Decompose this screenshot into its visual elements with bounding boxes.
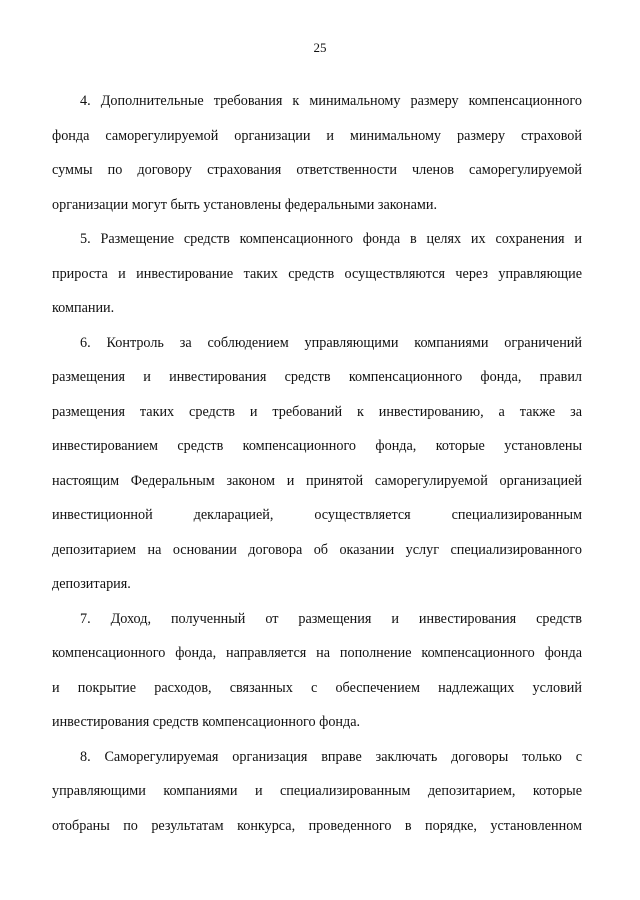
paragraph-7 — [52, 602, 582, 740]
text-line: управляющими компаниями и специализированным депозитарием, которые — [52, 783, 582, 799]
text-line: размещения и инвестирования средств компенсационного фонда, правил — [52, 369, 582, 385]
document-body — [52, 84, 582, 843]
text-line: 7. Доход, полученный от размещения и инвестирования средств — [80, 610, 582, 627]
text-line: инвестирования средств компенсационного фонда. — [52, 714, 361, 730]
paragraph-8 — [52, 740, 582, 844]
paragraph-5 — [52, 222, 582, 326]
text-line: отобраны по результатам конкурса, проведенного в порядке, установленном — [52, 817, 582, 834]
text-line: настоящим Федеральным законом и принятой саморегулируемой организацией — [52, 472, 582, 489]
text-line: инвестиционной декларацией, осуществляется специализированным — [52, 507, 582, 523]
text-line: 8. Саморегулируемая организация вправе заключать договоры только с — [80, 748, 582, 765]
text-line: депозитария. — [52, 576, 131, 592]
text-line: депозитарием на основании договора об оказании услуг специализированного — [52, 541, 582, 558]
text-line: и покрытие расходов, связанных с обеспечением надлежащих условий — [52, 679, 582, 696]
text-line: размещения таких средств и требований к инвестированию, а также за — [52, 403, 582, 420]
text-line: прироста и инвестирование таких средств осуществляются через управляющие — [52, 265, 582, 282]
text-line: компенсационного фонда, направляется на пополнение компенсационного фонда — [52, 645, 582, 661]
text-line: компании. — [52, 300, 115, 316]
paragraph-6 — [52, 326, 582, 602]
text-line: суммы по договору страхования ответственности членов саморегулируемой — [52, 162, 582, 178]
text-line: 5. Размещение средств компенсационного фонда в целях их сохранения и — [80, 231, 582, 247]
paragraph-4 — [52, 84, 582, 222]
page-number: 25 — [313, 40, 327, 55]
text-line: 6. Контроль за соблюдением управляющими компаниями ограничений — [80, 334, 582, 351]
text-line: 4. Дополнительные требования к минимальному размеру компенсационного — [80, 93, 582, 109]
text-line: фонда саморегулируемой организации и минимальному размеру страховой — [52, 127, 582, 144]
text-line: инвестированием средств компенсационного фонда, которые установлены — [52, 438, 582, 454]
text-line: организации могут быть установлены федеральными законами. — [52, 196, 438, 213]
